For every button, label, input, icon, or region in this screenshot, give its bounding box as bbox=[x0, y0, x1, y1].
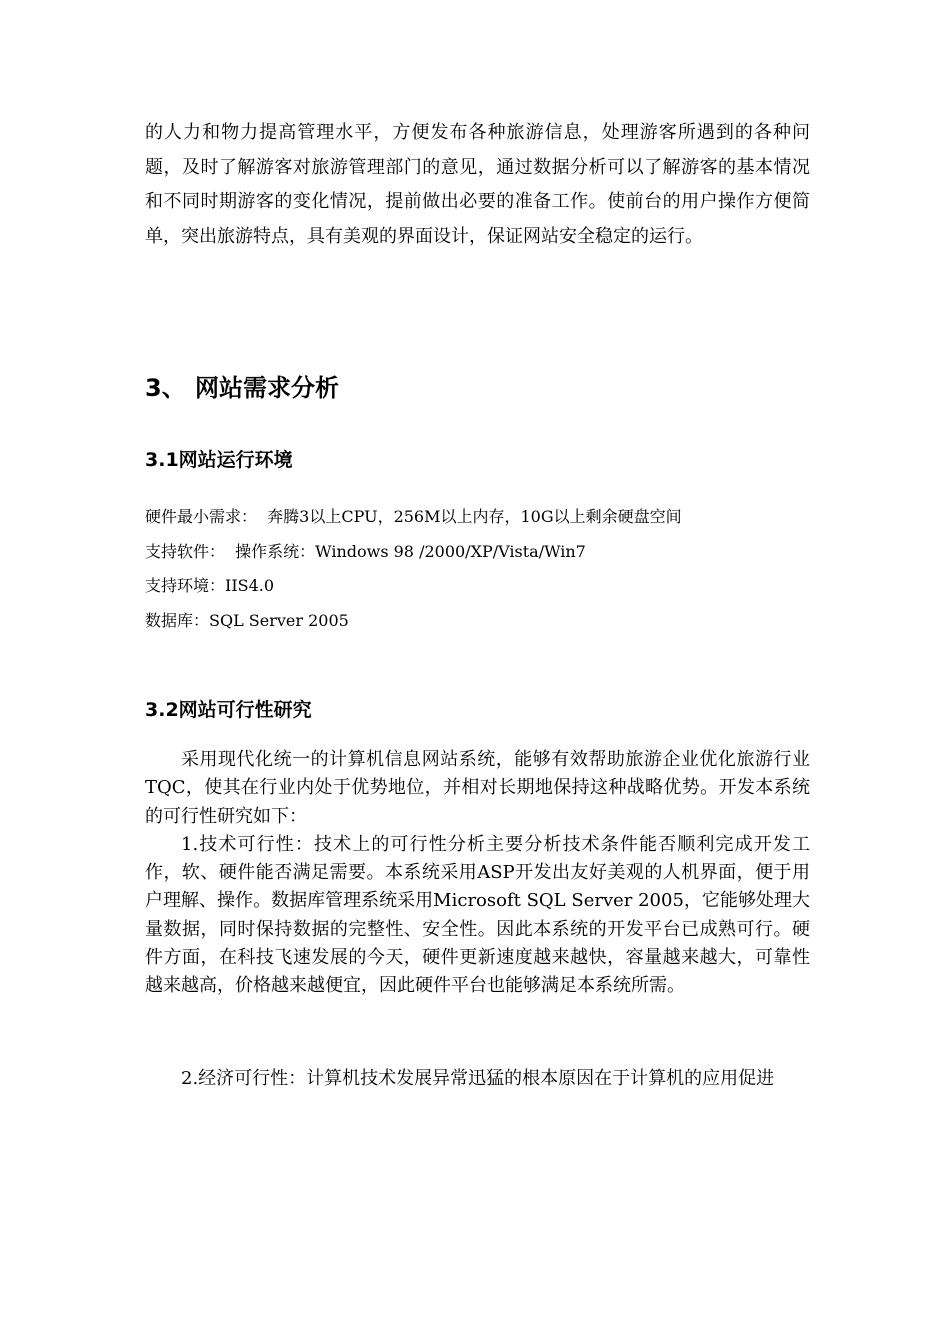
hardware-requirement: 硬件最小需求： 奔腾3以上CPU，256M以上内存，10G以上剩余硬盘空间 bbox=[145, 507, 682, 526]
section-3-heading bbox=[145, 368, 810, 408]
software-requirement: 支持软件： 操作系统：Windows 98 /2000/XP/Vista/Win7 bbox=[145, 541, 586, 561]
economic-feasibility-body bbox=[145, 1065, 810, 1093]
section-3-1-heading: 3.1网站运行环境 bbox=[145, 449, 293, 471]
feasibility-body bbox=[145, 746, 810, 1001]
intro-paragraph: 的人力和物力提高管理水平，方便发布各种旅游信息，处理游客所遇到的各种问题，及时了解游客对旅游管理部门的意见，通过数据分析可以了解游客的基本情况和不同时期游客的变化情况，提前做出必要的准备工作。使前台的用户操作方便简单，突出旅游特点，具有美观的界面设计，保证网站安全稳定的运行。 bbox=[145, 122, 810, 247]
environment-requirement: 支持环境：IIS4.0 bbox=[145, 576, 275, 595]
section-3-number: 3、 bbox=[145, 374, 186, 402]
economic-feasibility-paragraph: 2.经济可行性：计算机技术发展异常迅猛的根本原因在于计算机的应用促进 bbox=[181, 1068, 775, 1089]
environment-list bbox=[145, 500, 810, 638]
section-3-2-heading: 3.2网站可行性研究 bbox=[145, 699, 312, 721]
technical-feasibility-paragraph: 1.技术可行性：技术上的可行性分析主要分析技术条件能否顺利完成开发工作，软、硬件能否满足需要。本系统采用ASP开发出友好美观的人机界面，便于用户理解、操作。数据库管理系统采用Microsoft SQL Server 2005，它能够处理大量数据，同时保持数据的完整性、安全性。因此本系统的开发平台已成熟可行。硬件方面，在科技飞速发展的今天，硬件更新速度越来越快，容量越来越大，可靠性越来越高，价格越来越便宜，因此硬件平台也能够满足本系统所需。 bbox=[145, 833, 810, 997]
section-3-title: 网站需求分析 bbox=[195, 374, 339, 402]
database-requirement: 数据库：SQL Server 2005 bbox=[145, 610, 349, 630]
feasibility-intro-paragraph: 采用现代化统一的计算机信息网站系统，能够有效帮助旅游企业优化旅游行业TQC，使其在行业内处于优势地位，并相对长期地保持这种战略优势。开发本系统的可行性研究如下： bbox=[145, 749, 810, 827]
